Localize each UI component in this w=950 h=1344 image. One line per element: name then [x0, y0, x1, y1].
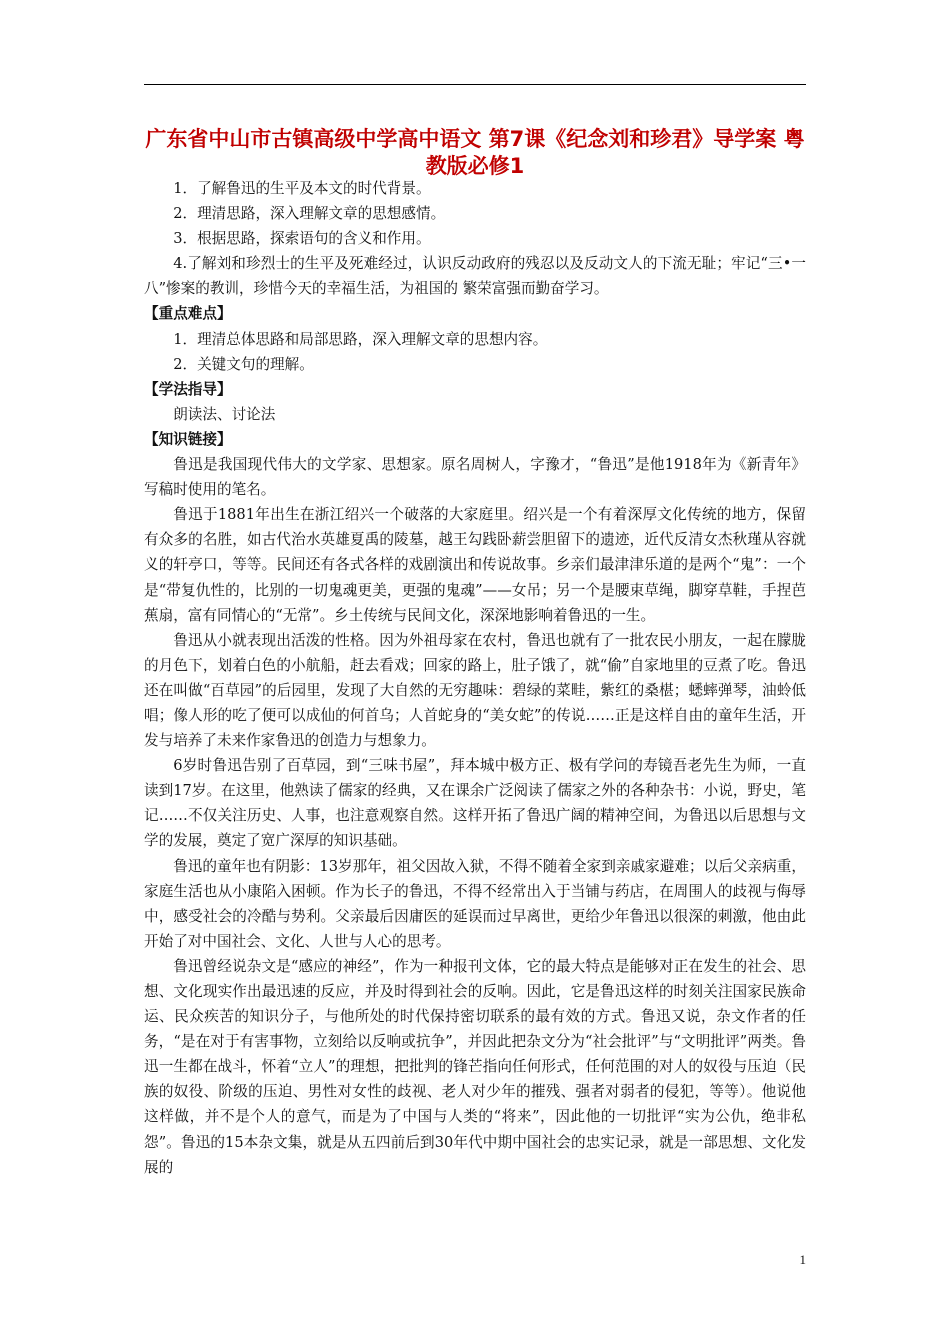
section-heading-key-points: 【重点难点】	[144, 305, 232, 323]
knowledge-paragraph: 6岁时鲁迅告别了百草园，到“三味书屋”，拜本城中极方正、极有学问的寿镜吾老先生为师，一直读到17岁。在这里，他熟读了儒家的经典，又在课余广泛阅读了儒家之外的各种杂书：小说，野史，笔记……不仅关注历史、人事，也注意观察自然。这样开拓了鲁迅广阔的精神空间，为鲁迅以后思想与文学的发展，奠定了宽广深厚的知识基础。	[144, 757, 806, 850]
objective-item: 2．理清思路，深入理解文章的思想感情。	[173, 205, 446, 223]
section-heading-study-method: 【学法指导】	[144, 380, 232, 398]
objective-item: 3．根据思路，探索语句的含义和作用。	[173, 230, 431, 248]
objective-item: 1．了解鲁迅的生平及本文的时代背景。	[173, 180, 431, 197]
objective-item: 4.了解刘和珍烈士的生平及死难经过，认识反动政府的残忍以及反动文人的下流无耻；牢记“三•一 八”惨案的教训，珍惜今天的幸福生活，为祖国的 繁荣富强而勤奋学习。	[144, 255, 806, 298]
document-body	[144, 176, 806, 1180]
knowledge-paragraph: 鲁迅从小就表现出活泼的性格。因为外祖母家在农村，鲁迅也就有了一批农民小朋友，一起在朦胧的月色下，划着白色的小航船，赶去看戏；回家的路上，肚子饿了，就“偷”自家地里的豆煮了吃。鲁迅还在叫做“百草园”的后园里，发现了大自然的无穷趣味：碧绿的菜畦，紫红的桑椹；蟋蟀弹琴，油蛉低唱；像人形的吃了便可以成仙的何首乌；人首蛇身的“美女蛇”的传说……正是这样自由的童年生活，开发与培养了未来作家鲁迅的创造力与想象力。	[144, 631, 806, 750]
header-rule	[144, 84, 806, 85]
key-point-item: 1．理清总体思路和局部思路，深入理解文章的思想内容。	[173, 330, 548, 348]
study-method-text: 朗读法、讨论法	[173, 405, 276, 423]
page-number: 1	[799, 1252, 806, 1267]
knowledge-paragraph: 鲁迅的童年也有阴影：13岁那年，祖父因故入狱，不得不随着全家到亲戚家避难；以后父亲病重，家庭生活也从小康陷入困顿。作为长子的鲁迅，不得不经常出入于当铺与药店，在周围人的歧视与侮辱中，感受社会的冷酷与势利。父亲最后因庸医的延误而过早离世，更给少年鲁迅以很深的刺激，他由此开始了对中国社会、文化、人世与人心的思考。	[144, 857, 806, 950]
section-heading-knowledge: 【知识链接】	[144, 430, 232, 448]
knowledge-paragraph: 鲁迅是我国现代伟大的文学家、思想家。原名周树人，字豫才，“鲁迅”是他1918年为《新青年》写稿时使用的笔名。	[144, 456, 806, 499]
key-point-item: 2．关键文句的理解。	[173, 355, 314, 373]
knowledge-paragraph: 鲁迅于1881年出生在浙江绍兴一个破落的大家庭里。绍兴是一个有着深厚文化传统的地方，保留有众多的名胜，如古代治水英雄夏禹的陵墓，越王勾践卧薪尝胆留下的遗迹，近代反清女杰秋瑾从容就义的轩亭口，等等。民间还有各式各样的戏剧演出和传说故事。乡亲们最津津乐道的是两个“鬼”：一个是“带复仇性的，比别的一切鬼魂更美，更强的鬼魂”——女吊；另一个是腰束草绳，脚穿草鞋，手捏芭蕉扇，富有同情心的“无常”。乡土传统与民间文化，深深地影响着鲁迅的一生。	[144, 506, 806, 624]
knowledge-paragraph: 鲁迅曾经说杂文是“感应的神经”，作为一种报刊文体，它的最大特点是能够对正在发生的社会、思想、文化现实作出最迅速的反应，并及时得到社会的反响。因此，它是鲁迅这样的时刻关注国家民族命运、民众疾苦的知识分子，与他所处的时代保持密切联系的最有效的方式。鲁迅又说，杂文作者的任务，“是在对于有害事物，立刻给以反响或抗争”，并因此把杂文分为“社会批评”与“文明批评”两类。鲁迅一生都在战斗，怀着“立人”的理想，把批判的锋芒指向任何形式，任何范围的对人的奴役与压迫（民族的奴役、阶级的压迫、男性对女性的歧视、老人对少年的摧残、强者对弱者的侵犯，等等）。他说他这样做，并不是个人的意气，而是为了中国与人类的“将来”，因此他的一切批评“实为公仇，绝非私怨”。鲁迅的15本杂文集，就是从五四前后到30年代中期中国社会的忠实记录，就是一部思想、文化发展的	[144, 957, 806, 1176]
document-title: 广东省中山市古镇高级中学高中语文 第7课《纪念刘和珍君》导学案 粤教版必修1	[145, 127, 805, 178]
